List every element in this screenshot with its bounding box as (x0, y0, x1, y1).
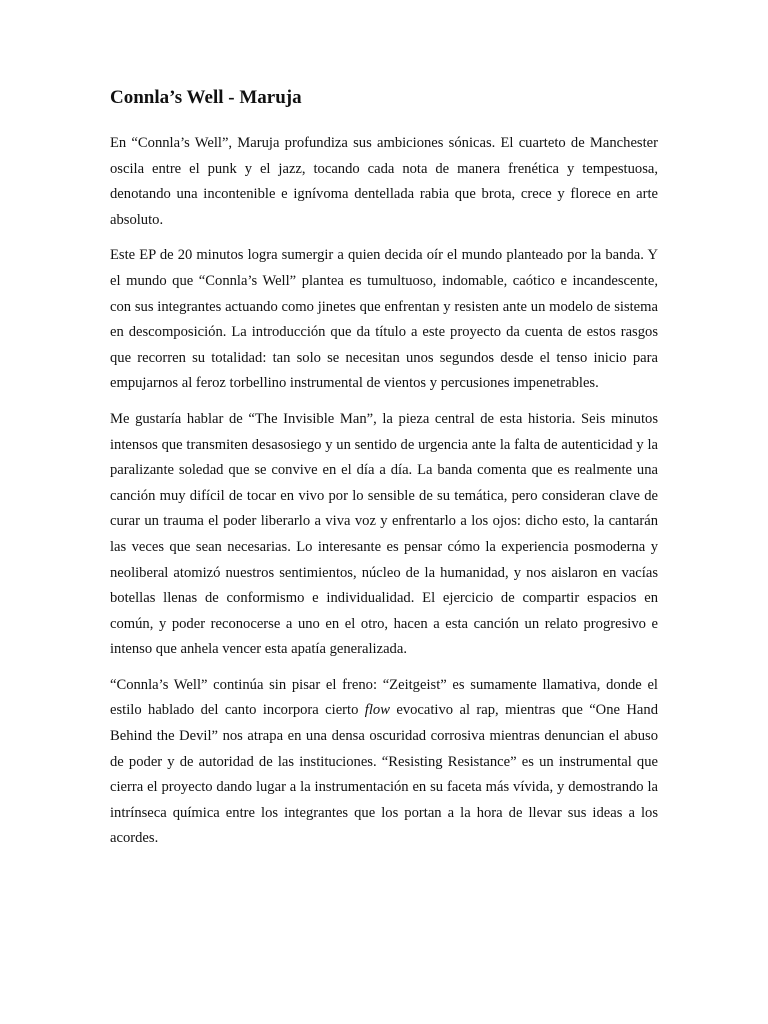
paragraph-1: En “Connla’s Well”, Maruja profundiza sus ambiciones sónicas. El cuarteto de Manchester oscila entre el punk y el jazz, tocando cada nota de manera frenética y tempestuosa, denotando una incontenible e ignívoma dentellada rabia que brota, crece y florece en arte absoluto. (110, 135, 658, 228)
paragraph-4-part-2: evocativo al rap, mientras que “One Hand Behind the Devil” nos atrapa en una densa oscuridad corrosiva mientras denuncian el abuso de poder y de autoridad de las instituciones. “Resisting Resistance” es un instrumental que cierra el proyecto dando lugar a la instrumentación en su faceta más vívida, y demostrando la intrínseca química entre los integrantes que los portan a la hora de llevar sus ideas a los acordes. (110, 702, 659, 847)
document-page (110, 86, 658, 862)
document-title: Connla’s Well - Maruja (110, 87, 302, 108)
paragraph-4-part-1: “Connla’s Well” continúa sin pisar el freno: “Zeitgeist” es sumamente llamativa, donde el estilo hablado del canto incorpora cierto (110, 676, 658, 719)
paragraph-2: Este EP de 20 minutos logra sumergir a quien decida oír el mundo planteado por la banda. Y el mundo que “Connla’s Well” plantea es tumultuoso, indomable, caótico e incandescente, con sus integrantes actuando como jinetes que enfrentan y resisten ante un modelo de sistema en descomposición. La introducción que da título a este proyecto da cuenta de estos rasgos que recorren su totalidad: tan solo se necesitan unos segundos desde el tenso inicio para empujarnos al feroz torbellino instrumental de vientos y percusiones impenetrables. (110, 247, 658, 392)
paragraph-4 (110, 673, 658, 852)
paragraph-4-italic-word: flow (364, 702, 390, 719)
paragraph-3: Me gustaría hablar de “The Invisible Man”, la pieza central de esta historia. Seis minutos intensos que transmiten desasosiego y un sentido de urgencia ante la falta de autenticidad y la paralizante soledad que se convive en el día a día. La banda comenta que es realmente una canción muy difícil de tocar en vivo por lo sensible de su temática, pero consideran clave de curar un trauma el poder liberarlo a viva voz y enfrentarlo a los ojos: dicho esto, la cantarán las veces que sean necesarias. Lo interesante es pensar cómo la experiencia posmoderna y neoliberal atomizó nuestros sentimientos, núcleo de la humanidad, y nos aislaron en vacías botellas llenas de conformismo e individualidad. El ejercicio de compartir espacios en común, y poder reconocerse a uno en el otro, hacen a esta canción un relato progresivo e intenso que anhela vencer esta apatía generalizada. (110, 410, 658, 658)
